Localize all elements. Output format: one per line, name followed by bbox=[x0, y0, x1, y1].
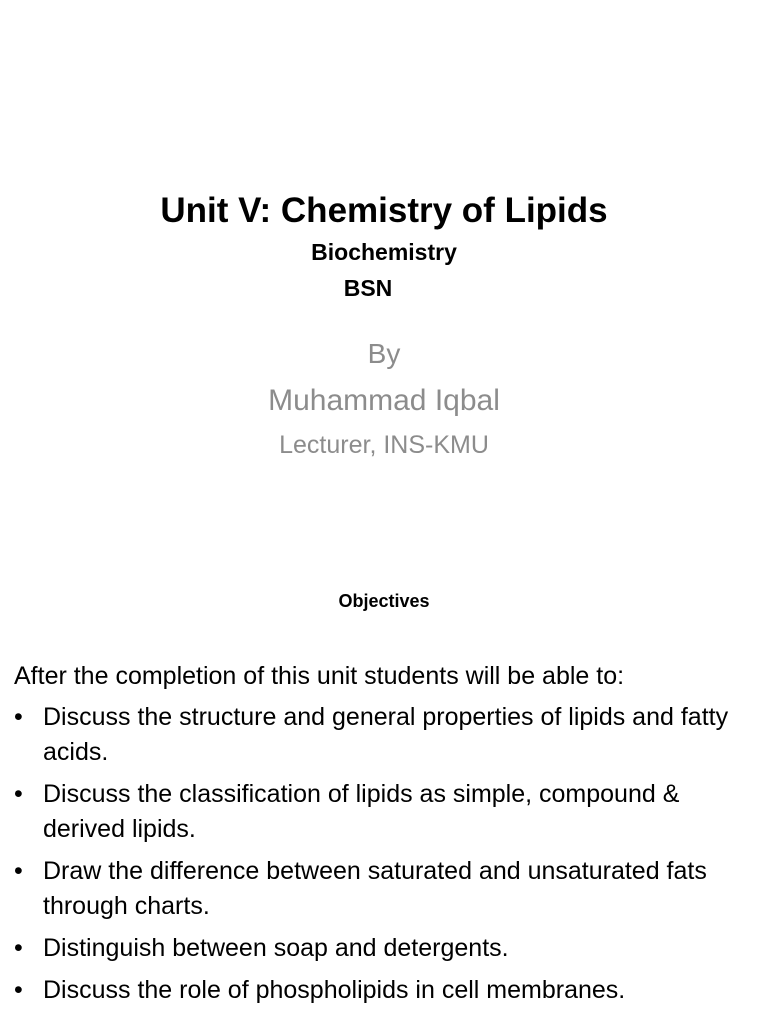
objective-text: Discuss the role of phospholipids in cell membranes. bbox=[43, 976, 626, 1004]
objective-item bbox=[0, 931, 768, 966]
objective-text: Discuss the structure and general properties of lipids and fatty acids. bbox=[43, 703, 729, 766]
objective-item bbox=[0, 854, 768, 924]
objectives-intro: After the completion of this unit students will be able to: bbox=[14, 662, 625, 690]
program-name: BSN bbox=[343, 275, 393, 301]
bullet-icon: • bbox=[14, 934, 23, 962]
bullet-icon: • bbox=[14, 780, 23, 808]
objectives-list bbox=[0, 700, 768, 1015]
objective-item bbox=[0, 777, 768, 847]
author-role: Lecturer, INS-KMU bbox=[279, 431, 489, 459]
course-name: Biochemistry bbox=[311, 239, 457, 265]
objectives-heading: Objectives bbox=[338, 591, 430, 611]
author-name: Muhammad Iqbal bbox=[268, 384, 500, 417]
bullet-icon: • bbox=[14, 703, 23, 731]
by-label: By bbox=[367, 338, 401, 369]
bullet-icon: • bbox=[14, 857, 23, 885]
objective-item bbox=[0, 973, 768, 1008]
objective-text: Discuss the classification of lipids as simple, compound & derived lipids. bbox=[43, 780, 680, 843]
bullet-icon: • bbox=[14, 976, 23, 1004]
objective-text: Draw the difference between saturated and unsaturated fats through charts. bbox=[43, 857, 707, 920]
objective-text: Distinguish between soap and detergents. bbox=[43, 934, 509, 962]
objective-item bbox=[0, 700, 768, 770]
slide-title: Unit V: Chemistry of Lipids bbox=[160, 191, 608, 230]
